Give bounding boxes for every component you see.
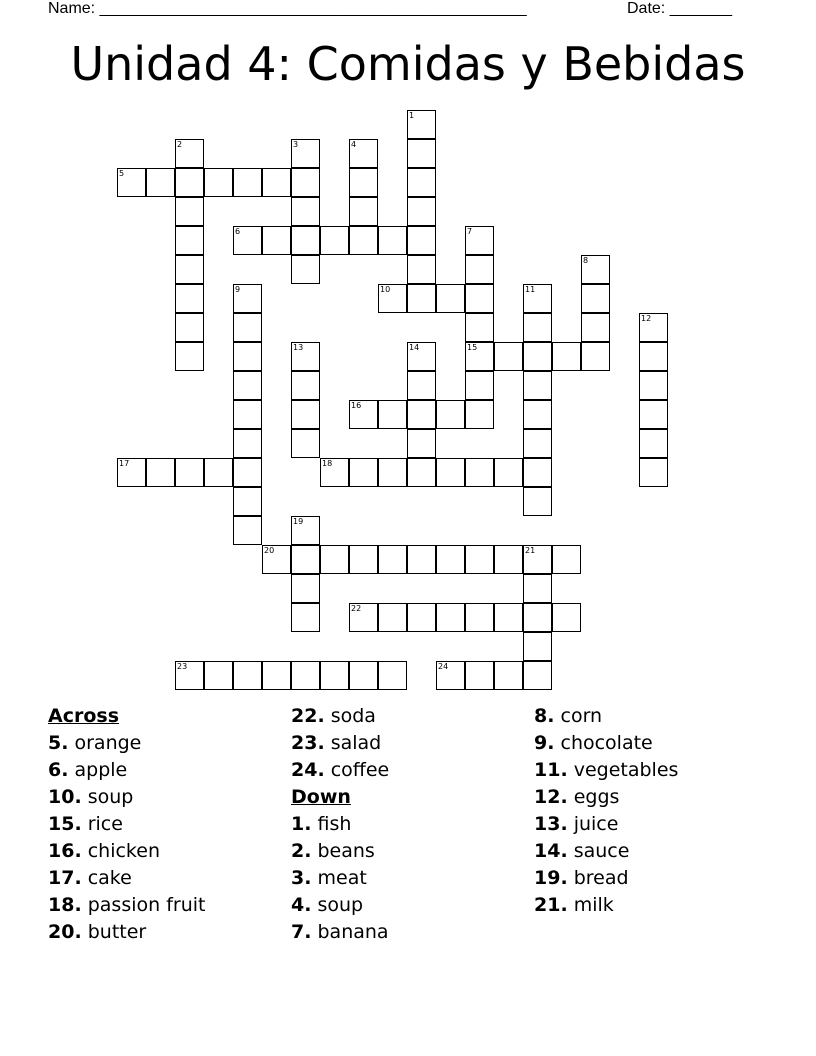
clue-text: fish — [311, 813, 352, 835]
clue-column-1 — [48, 703, 205, 946]
grid-cell[interactable] — [349, 197, 378, 226]
grid-cell[interactable] — [407, 545, 436, 574]
clue-item — [48, 757, 205, 784]
clue-item — [48, 730, 205, 757]
clue-item — [48, 784, 205, 811]
clue-text: beans — [311, 840, 375, 862]
clue-item — [534, 730, 678, 757]
grid-cell[interactable] — [465, 545, 494, 574]
grid-cell[interactable] — [175, 342, 204, 371]
grid-cell[interactable] — [523, 458, 552, 487]
grid-cell[interactable] — [291, 429, 320, 458]
clue-item — [291, 892, 389, 919]
clue-number: 2. — [291, 840, 312, 862]
clue-heading: Across — [48, 705, 120, 727]
grid-cell[interactable] — [378, 284, 407, 313]
grid-cell[interactable] — [465, 255, 494, 284]
cell-number: 19 — [293, 517, 304, 526]
cell-number: 20 — [264, 546, 275, 555]
clue-item — [534, 838, 678, 865]
grid-cell[interactable] — [581, 255, 610, 284]
clue-item — [291, 838, 389, 865]
clue-number: 13. — [534, 813, 568, 835]
grid-cell[interactable] — [117, 168, 146, 197]
cell-number: 5 — [119, 169, 125, 178]
grid-cell[interactable] — [523, 487, 552, 516]
grid-cell[interactable] — [465, 458, 494, 487]
grid-cell[interactable] — [349, 661, 378, 690]
clue-number: 15. — [48, 813, 82, 835]
grid-cell[interactable] — [494, 661, 523, 690]
grid-cell[interactable] — [436, 284, 465, 313]
grid-cell[interactable] — [349, 168, 378, 197]
grid-cell[interactable] — [581, 342, 610, 371]
grid-cell[interactable] — [378, 545, 407, 574]
cell-number: 14 — [409, 343, 420, 352]
grid-cell[interactable] — [639, 400, 668, 429]
grid-cell[interactable] — [204, 168, 233, 197]
grid-cell[interactable] — [407, 458, 436, 487]
name-field-label: Name: ________________________________________________ — [48, 0, 527, 17]
grid-cell[interactable] — [407, 284, 436, 313]
grid-cell[interactable] — [494, 342, 523, 371]
clue-text: juice — [567, 813, 619, 835]
clue-item — [291, 703, 389, 730]
clue-text: soda — [324, 705, 376, 727]
grid-cell[interactable] — [407, 342, 436, 371]
grid-cell[interactable] — [465, 342, 494, 371]
cell-number: 9 — [235, 285, 241, 294]
cell-number: 7 — [467, 227, 473, 236]
grid-cell[interactable] — [552, 603, 581, 632]
grid-cell[interactable] — [639, 342, 668, 371]
cell-number: 11 — [525, 285, 536, 294]
grid-cell[interactable] — [349, 226, 378, 255]
clue-item — [48, 919, 205, 946]
grid-cell[interactable] — [233, 661, 262, 690]
grid-cell[interactable] — [291, 574, 320, 603]
grid-cell[interactable] — [175, 197, 204, 226]
cell-number: 23 — [177, 662, 188, 671]
grid-cell[interactable] — [639, 313, 668, 342]
grid-cell[interactable] — [465, 284, 494, 313]
grid-cell[interactable] — [320, 226, 349, 255]
grid-cell[interactable] — [349, 139, 378, 168]
clue-item — [534, 865, 678, 892]
clue-item — [48, 892, 205, 919]
grid-cell[interactable] — [320, 458, 349, 487]
cell-number: 17 — [119, 459, 130, 468]
clue-number: 20. — [48, 921, 82, 943]
clue-item — [534, 757, 678, 784]
grid-cell[interactable] — [233, 168, 262, 197]
clue-number: 1. — [291, 813, 312, 835]
grid-cell[interactable] — [465, 400, 494, 429]
cell-number: 24 — [438, 662, 449, 671]
cell-number: 22 — [351, 604, 362, 613]
grid-cell[interactable] — [407, 400, 436, 429]
grid-cell[interactable] — [523, 400, 552, 429]
grid-cell[interactable] — [465, 313, 494, 342]
clue-text: salad — [324, 732, 382, 754]
clue-item — [291, 757, 389, 784]
grid-cell[interactable] — [436, 603, 465, 632]
grid-cell[interactable] — [204, 661, 233, 690]
grid-cell[interactable] — [175, 226, 204, 255]
grid-cell[interactable] — [291, 226, 320, 255]
grid-cell[interactable] — [204, 458, 233, 487]
grid-cell[interactable] — [523, 603, 552, 632]
grid-cell[interactable] — [175, 458, 204, 487]
clue-text: soup — [81, 786, 134, 808]
grid-cell[interactable] — [291, 139, 320, 168]
grid-cell[interactable] — [117, 458, 146, 487]
cell-number: 8 — [583, 256, 589, 265]
grid-cell[interactable] — [233, 284, 262, 313]
clue-item — [534, 892, 678, 919]
grid-cell[interactable] — [378, 661, 407, 690]
grid-cell[interactable] — [639, 458, 668, 487]
grid-cell[interactable] — [523, 661, 552, 690]
clue-text: corn — [554, 705, 603, 727]
grid-cell[interactable] — [465, 661, 494, 690]
grid-cell[interactable] — [494, 545, 523, 574]
clue-text: bread — [567, 867, 629, 889]
grid-cell[interactable] — [233, 487, 262, 516]
grid-cell[interactable] — [291, 661, 320, 690]
clue-text: passion fruit — [81, 894, 206, 916]
grid-cell[interactable] — [233, 226, 262, 255]
grid-cell[interactable] — [262, 226, 291, 255]
clue-text: chocolate — [554, 732, 653, 754]
grid-cell[interactable] — [581, 313, 610, 342]
cell-number: 13 — [293, 343, 304, 352]
clue-number: 11. — [534, 759, 568, 781]
cell-number: 21 — [525, 546, 536, 555]
clue-text: butter — [81, 921, 147, 943]
grid-cell[interactable] — [262, 661, 291, 690]
grid-cell[interactable] — [581, 284, 610, 313]
clue-text: banana — [311, 921, 389, 943]
cell-number: 3 — [293, 140, 299, 149]
grid-cell[interactable] — [523, 632, 552, 661]
clue-text: meat — [311, 867, 367, 889]
grid-cell[interactable] — [436, 661, 465, 690]
cell-number: 1 — [409, 111, 415, 120]
grid-cell[interactable] — [291, 371, 320, 400]
grid-cell[interactable] — [146, 458, 175, 487]
grid-cell[interactable] — [291, 342, 320, 371]
clue-item — [48, 811, 205, 838]
grid-cell[interactable] — [291, 603, 320, 632]
grid-cell[interactable] — [262, 545, 291, 574]
clue-number: 18. — [48, 894, 82, 916]
clue-number: 5. — [48, 732, 69, 754]
grid-cell[interactable] — [407, 255, 436, 284]
grid-cell[interactable] — [407, 168, 436, 197]
date-field-label: Date: _______ — [627, 0, 732, 17]
grid-cell[interactable] — [175, 284, 204, 313]
grid-cell[interactable] — [233, 342, 262, 371]
grid-cell[interactable] — [407, 139, 436, 168]
grid-cell[interactable] — [407, 197, 436, 226]
grid-cell[interactable] — [349, 603, 378, 632]
clue-text: milk — [567, 894, 614, 916]
clue-number: 7. — [291, 921, 312, 943]
grid-cell[interactable] — [523, 371, 552, 400]
grid-cell[interactable] — [465, 371, 494, 400]
grid-cell[interactable] — [523, 313, 552, 342]
clue-number: 23. — [291, 732, 325, 754]
grid-cell[interactable] — [175, 661, 204, 690]
grid-cell[interactable] — [320, 661, 349, 690]
clue-number: 14. — [534, 840, 568, 862]
clue-column-2 — [291, 703, 389, 946]
grid-cell[interactable] — [436, 458, 465, 487]
grid-cell[interactable] — [233, 516, 262, 545]
clue-item — [48, 865, 205, 892]
clue-number: 8. — [534, 705, 555, 727]
cell-number: 12 — [641, 314, 652, 323]
clue-item — [534, 811, 678, 838]
grid-cell[interactable] — [639, 371, 668, 400]
clue-text: cake — [81, 867, 132, 889]
cell-number: 18 — [322, 459, 333, 468]
grid-cell[interactable] — [175, 313, 204, 342]
grid-cell[interactable] — [407, 110, 436, 139]
clue-heading: Down — [291, 786, 351, 808]
clue-number: 21. — [534, 894, 568, 916]
grid-cell[interactable] — [407, 429, 436, 458]
clue-text: vegetables — [567, 759, 679, 781]
grid-cell[interactable] — [378, 603, 407, 632]
grid-cell[interactable] — [378, 226, 407, 255]
grid-cell[interactable] — [552, 342, 581, 371]
clue-text: eggs — [567, 786, 620, 808]
clue-item — [291, 865, 389, 892]
grid-cell[interactable] — [378, 458, 407, 487]
page-title: Unidad 4: Comidas y Bebidas — [70, 37, 746, 91]
grid-cell[interactable] — [407, 226, 436, 255]
clue-item — [48, 838, 205, 865]
grid-cell[interactable] — [291, 516, 320, 545]
grid-cell[interactable] — [494, 458, 523, 487]
grid-cell[interactable] — [291, 168, 320, 197]
grid-cell[interactable] — [262, 168, 291, 197]
grid-cell[interactable] — [349, 458, 378, 487]
clue-number: 19. — [534, 867, 568, 889]
clue-number: 9. — [534, 732, 555, 754]
grid-cell[interactable] — [378, 400, 407, 429]
grid-cell[interactable] — [233, 400, 262, 429]
clue-number: 12. — [534, 786, 568, 808]
grid-cell[interactable] — [465, 603, 494, 632]
grid-cell[interactable] — [465, 226, 494, 255]
grid-cell[interactable] — [523, 429, 552, 458]
clue-number: 3. — [291, 867, 312, 889]
grid-cell[interactable] — [320, 545, 349, 574]
cell-number: 6 — [235, 227, 241, 236]
grid-cell[interactable] — [639, 429, 668, 458]
grid-cell[interactable] — [175, 168, 204, 197]
clue-number: 17. — [48, 867, 82, 889]
clue-number: 16. — [48, 840, 82, 862]
grid-cell[interactable] — [233, 429, 262, 458]
clue-column-3 — [534, 703, 678, 919]
clue-text: sauce — [567, 840, 630, 862]
grid-cell[interactable] — [233, 313, 262, 342]
grid-cell[interactable] — [407, 603, 436, 632]
clue-item — [291, 811, 389, 838]
grid-cell[interactable] — [291, 255, 320, 284]
cell-number: 16 — [351, 401, 362, 410]
grid-cell[interactable] — [291, 545, 320, 574]
grid-cell[interactable] — [233, 371, 262, 400]
grid-cell[interactable] — [523, 545, 552, 574]
clue-item — [534, 703, 678, 730]
grid-cell[interactable] — [175, 255, 204, 284]
grid-cell[interactable] — [291, 197, 320, 226]
grid-cell[interactable] — [494, 603, 523, 632]
clue-number: 24. — [291, 759, 325, 781]
clue-text: apple — [68, 759, 128, 781]
clue-text: chicken — [81, 840, 160, 862]
clue-text: coffee — [324, 759, 390, 781]
clue-item — [534, 784, 678, 811]
grid-cell[interactable] — [291, 400, 320, 429]
clue-text: orange — [68, 732, 142, 754]
grid-cell[interactable] — [175, 139, 204, 168]
grid-cell[interactable] — [436, 545, 465, 574]
clue-item — [291, 730, 389, 757]
cell-number: 10 — [380, 285, 391, 294]
clue-number: 4. — [291, 894, 312, 916]
grid-cell[interactable] — [349, 545, 378, 574]
grid-cell[interactable] — [523, 574, 552, 603]
grid-cell[interactable] — [436, 400, 465, 429]
clue-item — [291, 919, 389, 946]
grid-cell[interactable] — [523, 342, 552, 371]
clue-text: rice — [81, 813, 123, 835]
cell-number: 4 — [351, 140, 357, 149]
clue-text: soup — [311, 894, 364, 916]
clue-number: 6. — [48, 759, 69, 781]
grid-cell[interactable] — [349, 400, 378, 429]
grid-cell[interactable] — [407, 371, 436, 400]
cell-number: 15 — [467, 343, 478, 352]
grid-cell[interactable] — [233, 458, 262, 487]
grid-cell[interactable] — [552, 545, 581, 574]
grid-cell[interactable] — [523, 284, 552, 313]
clue-number: 22. — [291, 705, 325, 727]
clue-number: 10. — [48, 786, 82, 808]
grid-cell[interactable] — [146, 168, 175, 197]
cell-number: 2 — [177, 140, 183, 149]
